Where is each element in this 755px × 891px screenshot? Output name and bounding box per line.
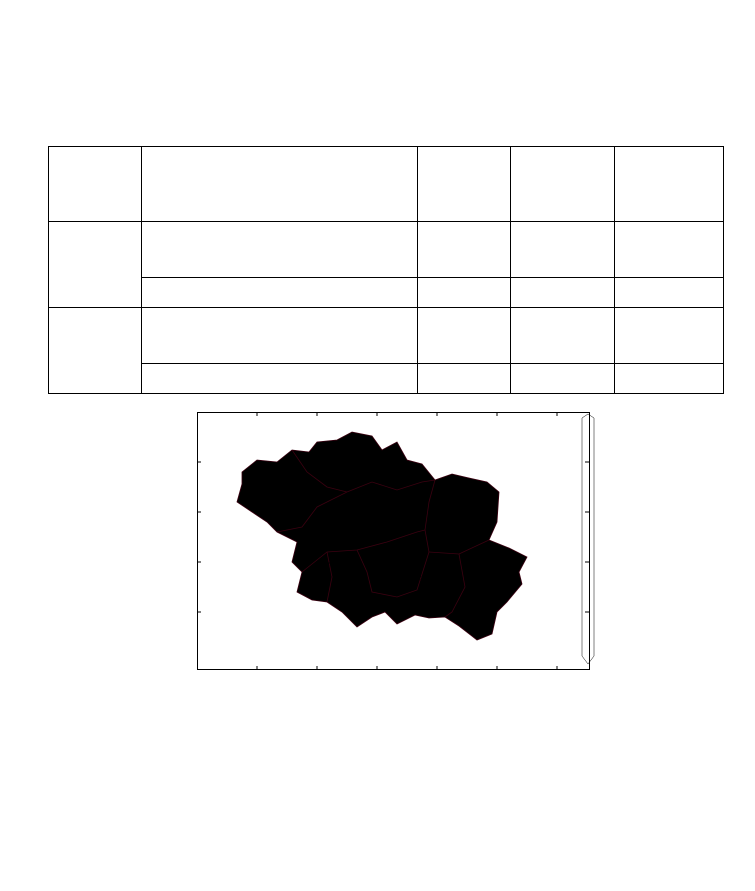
cell-humidity [510,308,615,364]
header-duration [615,147,724,222]
header-time [49,147,142,222]
header-area [141,147,417,222]
cell-area [141,308,417,364]
cell-day [49,308,142,394]
cell-duration [615,222,724,278]
cell-area [141,222,417,278]
header-temp [417,147,510,222]
cell-area [141,278,417,308]
header-humidity [510,147,615,222]
cell-area [141,364,417,394]
cell-humidity [510,364,615,394]
cell-temp [417,278,510,308]
cell-duration [615,364,724,394]
star-icon: ★ [487,587,495,596]
table-header-row [49,147,724,222]
legend-color-bar [582,414,594,664]
table-row [49,222,724,278]
forecast-table [48,146,724,394]
table-row [49,308,724,364]
cell-temp [417,308,510,364]
star-icon: ★ [324,559,332,568]
star-icon: ★ [348,551,356,560]
cell-temp [417,364,510,394]
temperature-forecast-map [197,412,617,674]
star-icon: ★ [369,443,377,452]
table-row [49,364,724,394]
cell-humidity [510,222,615,278]
cell-duration [615,278,724,308]
star-icon: ★ [415,573,423,582]
cell-duration [615,308,724,364]
cell-temp [417,222,510,278]
star-icon: ★ [295,485,303,494]
star-icon: ★ [360,506,368,515]
cell-day [49,222,142,308]
table-row [49,278,724,308]
cell-humidity [510,278,615,308]
star-icon: ★ [482,505,490,514]
